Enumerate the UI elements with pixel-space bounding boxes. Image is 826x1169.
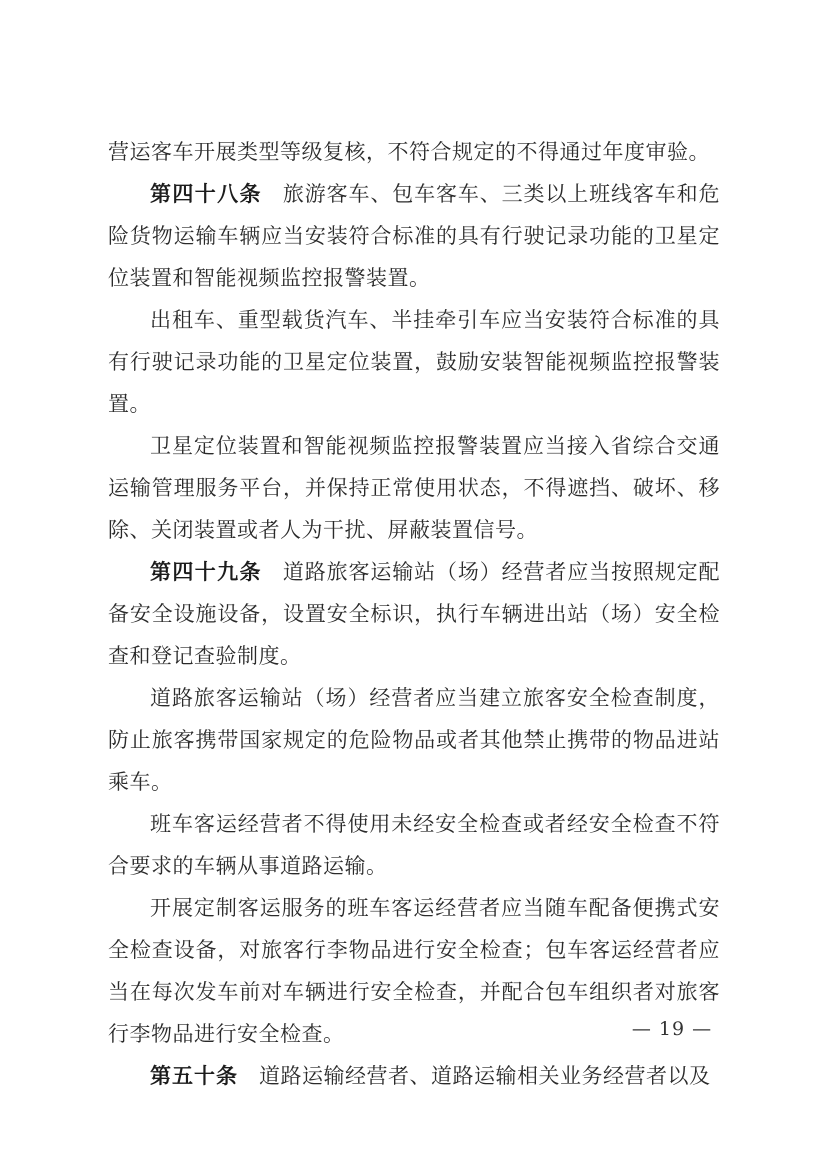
article-50 — [108, 1055, 720, 1097]
paragraph-6 — [108, 677, 720, 803]
paragraph-4 — [108, 425, 720, 551]
paragraph-7-text: 班车客运经营者不得使用未经安全检查或者经安全检查不符合要求的车辆从事道路运输。 — [108, 812, 720, 878]
paragraph-3 — [108, 299, 720, 425]
article-48-text: 旅游客车、包车客车、三类以上班线客车和危险货物运输车辆应当安装符合标准的具有行驶记录功能的卫星定位装置和智能视频监控报警装置。 — [108, 182, 720, 290]
page-number: — 19 — — [631, 1018, 713, 1040]
paragraph-8-text: 开展定制客运服务的班车客运经营者应当随车配备便携式安全检查设备，对旅客行李物品进行安全检查；包车客运经营者应当在每次发车前对车辆进行安全检查，并配合包车组织者对旅客行李物品进行安全检查。 — [108, 896, 720, 1046]
article-50-heading: 第五十条 — [150, 1064, 238, 1088]
article-49-text: 道路旅客运输站（场）经营者应当按照规定配备安全设施设备，设置安全标识，执行车辆进出站（场）安全检查和登记查验制度。 — [108, 560, 720, 668]
article-48-heading: 第四十八条 — [150, 182, 262, 206]
paragraph-3-text: 出租车、重型载货汽车、半挂牵引车应当安装符合标准的具有行驶记录功能的卫星定位装置，鼓励安装智能视频监控报警装置。 — [108, 308, 720, 416]
paragraph-1 — [108, 131, 720, 173]
article-50-text: 道路运输经营者、道路运输相关业务经营者以及 — [259, 1064, 711, 1088]
paragraph-1-text: 营运客车开展类型等级复核，不符合规定的不得通过年度审验。 — [108, 140, 710, 164]
article-48 — [108, 173, 720, 299]
body-text — [108, 131, 720, 1097]
paragraph-7 — [108, 803, 720, 887]
article-49-heading: 第四十九条 — [150, 560, 262, 584]
paragraph-4-text: 卫星定位装置和智能视频监控报警装置应当接入省综合交通运输管理服务平台，并保持正常使用状态，不得遮挡、破坏、移除、关闭装置或者人为干扰、屏蔽装置信号。 — [108, 434, 720, 542]
article-49 — [108, 551, 720, 677]
paragraph-6-text: 道路旅客运输站（场）经营者应当建立旅客安全检查制度，防止旅客携带国家规定的危险物品或者其他禁止携带的物品进站乘车。 — [108, 686, 720, 794]
